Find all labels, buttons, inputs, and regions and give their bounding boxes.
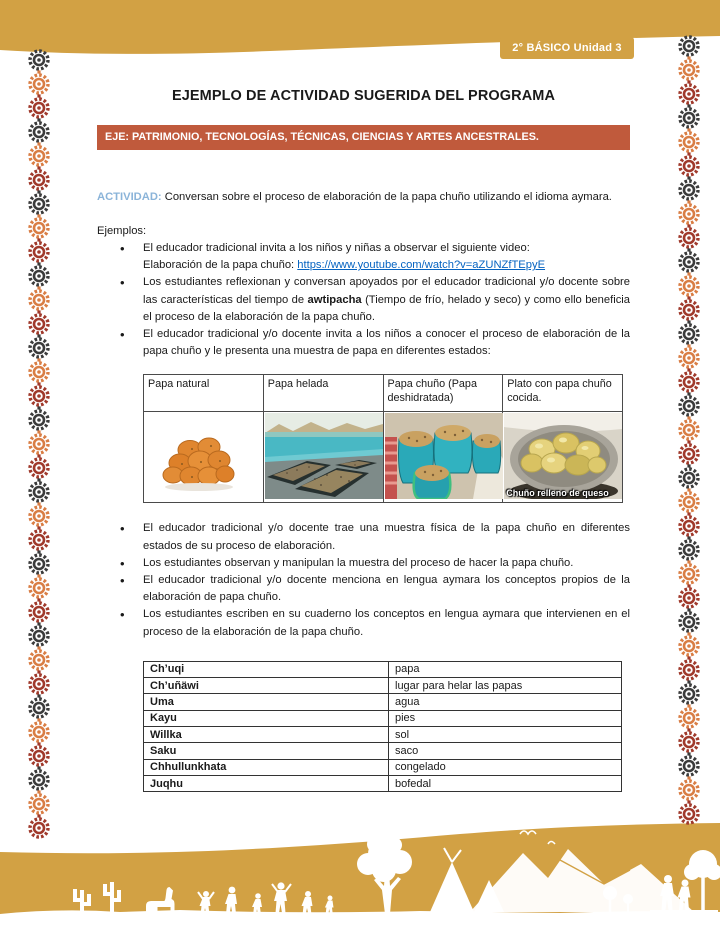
aymara-term: Saku [144, 743, 389, 759]
stage-column-header: Papa chuño (Papa deshidratada) [383, 375, 503, 412]
bullet-list-bottom [97, 520, 630, 640]
rosette-icon [680, 469, 698, 492]
activity-text: Conversan sobre el proceso de elaboración de la papa chuño utilizando el idioma aymara. [161, 191, 612, 203]
rosette-icon [30, 747, 48, 770]
rosette-icon [30, 291, 48, 314]
aymara-term: Willka [144, 727, 389, 743]
vocab-row [144, 694, 622, 710]
rosette-icon [30, 555, 48, 578]
rosette-icon [30, 771, 48, 794]
spanish-meaning: pies [389, 710, 622, 726]
stage-column-header: Plato con papa chuño cocida. [503, 375, 623, 412]
rosette-icon [680, 157, 698, 180]
rosette-icon [680, 781, 698, 804]
rosette-icon [30, 435, 48, 458]
rosette-icon [30, 99, 48, 122]
rosette-icon [30, 795, 48, 818]
rosette-icon [680, 757, 698, 780]
rosette-icon [30, 195, 48, 218]
rosette-icon [30, 627, 48, 650]
rosette-icon [680, 181, 698, 204]
rosette-icon [30, 219, 48, 242]
rosette-icon [680, 205, 698, 228]
rosette-icon [30, 387, 48, 410]
vocab-row [144, 775, 622, 791]
rosette-icon [30, 267, 48, 290]
vocab-row [144, 710, 622, 726]
photo-plato-papa-chuno [503, 412, 623, 503]
rosette-icon [680, 397, 698, 420]
aymara-term: Kayu [144, 710, 389, 726]
bullet-item: • Los estudiantes escriben en su cuaderno los conceptos en lengua aymara que intervienen en el proceso de la elaboración de la papa chuño. [97, 606, 630, 640]
spanish-meaning: congelado [389, 759, 622, 775]
rosette-icon [680, 325, 698, 348]
vocab-row [144, 743, 622, 759]
rosette-icon [680, 589, 698, 612]
rosette-icon [30, 243, 48, 266]
stage-column-header: Papa helada [263, 375, 383, 412]
vocab-row [144, 678, 622, 694]
rosette-icon [680, 373, 698, 396]
youtube-link[interactable]: https://www.youtube.com/watch?v=aZUNZfTEpyE [297, 259, 546, 272]
photo-papa-helada [263, 412, 383, 503]
activity-label: ACTIVIDAD: [97, 191, 162, 203]
rosette-icon [680, 133, 698, 156]
potato-stages-header-row [144, 375, 623, 412]
vocab-row [144, 759, 622, 775]
aymara-term: Uma [144, 694, 389, 710]
rosette-icon [680, 277, 698, 300]
page-title: EJEMPLO DE ACTIVIDAD SUGERIDA DEL PROGRAMA [171, 88, 556, 104]
rosette-icon [680, 253, 698, 276]
aymara-term: Juqhu [144, 775, 389, 791]
aymara-vocabulary-rows [144, 661, 622, 791]
rosette-icon [30, 507, 48, 530]
rosette-icon [30, 603, 48, 626]
papa-chuno-image [385, 413, 503, 499]
rosette-icon [30, 531, 48, 554]
rosette-icon [30, 75, 48, 98]
rosette-icon [680, 541, 698, 564]
rosette-icon [680, 709, 698, 732]
aymara-term: Chhullunkhata [144, 759, 389, 775]
rosette-icon [30, 123, 48, 146]
rosette-icon [680, 349, 698, 372]
papa-helada-image [265, 413, 383, 499]
spanish-meaning: papa [389, 661, 622, 677]
bullet-item: • El educador tradicional y/o docente invita a los niños a conocer el proceso de elaboración de la papa chuño y le presenta una muestra de papa en diferentes estados: [97, 326, 630, 360]
rosette-icon [680, 109, 698, 132]
bullet-item: • Los estudiantes reflexionan y conversan apoyados por el educador tradicional y/o docente sobre las características del tiempo de awtipacha (Tiempo de frío, helado y seco) y como ello beneficia el proceso de la elaboración de la papa chuño. [97, 274, 630, 326]
spanish-meaning: agua [389, 694, 622, 710]
aymara-term: Ch’uñäwi [144, 678, 389, 694]
eje-banner: EJE: PATRIMONIO, TECNOLOGÍAS, TÉCNICAS, CIENCIAS Y ARTES ANCESTRALES. [97, 125, 630, 150]
examples-label: Ejemplos: [97, 225, 147, 237]
rosette-icon [30, 459, 48, 482]
bullet-item: • El educador tradicional y/o docente trae una muestra física de la papa chuño en diferentes estados de su proceso de elaboración. [97, 520, 630, 554]
rosette-icon [30, 411, 48, 434]
potato-stages-table [143, 374, 623, 503]
rosette-icon [30, 699, 48, 722]
rosette-icon [30, 723, 48, 746]
rosette-icon [30, 363, 48, 386]
rosette-icon [680, 637, 698, 660]
rosette-icon [30, 171, 48, 194]
footer-landscape-art [0, 820, 720, 932]
stage-column-header: Papa natural [144, 375, 264, 412]
rosette-icon [680, 61, 698, 84]
activity-paragraph [97, 189, 630, 206]
rosette-icon [680, 517, 698, 540]
bullet-item: • El educador tradicional invita a los niños y niñas a observar el siguiente video: Elaboración de la papa chuño: https://www.youtube.com/watch?v=aZUNZfTEpyE [97, 240, 630, 274]
spanish-meaning: lugar para helar las papas [389, 678, 622, 694]
photo-papa-chuno-sacos [383, 412, 503, 503]
rosette-icon [680, 229, 698, 252]
unit-badge: 2° BÁSICO Unidad 3 [500, 37, 634, 59]
document-body [97, 0, 630, 792]
rosette-icon [30, 339, 48, 362]
spanish-meaning: saco [389, 743, 622, 759]
rosette-icon [680, 685, 698, 708]
rosette-icon [680, 301, 698, 324]
aymara-vocabulary-table [143, 661, 622, 792]
rosette-icon [680, 445, 698, 468]
rosette-icon [30, 147, 48, 170]
rosette-icon [30, 315, 48, 338]
vocab-row [144, 727, 622, 743]
bullet-list-top [97, 240, 630, 360]
photo-papa-natural [144, 412, 264, 503]
papa-natural-image [145, 413, 263, 499]
spanish-meaning: bofedal [389, 775, 622, 791]
rosette-icon [30, 651, 48, 674]
rosette-icon [680, 565, 698, 588]
aymara-term: Ch’uqi [144, 661, 389, 677]
plato-papa-chuno-image [504, 413, 622, 499]
rosette-icon [680, 85, 698, 108]
potato-stages-photo-row [144, 412, 623, 503]
rosette-icon [680, 493, 698, 516]
bullet-item: • El educador tradicional y/o docente menciona en lengua aymara los conceptos propios de la elaboración de papa chuño. [97, 572, 630, 606]
rosette-icon [30, 675, 48, 698]
rosette-icon [680, 613, 698, 636]
photo-caption-overlay: Chuño relleno de queso [506, 488, 609, 499]
rosette-icon [30, 483, 48, 506]
rosette-icon [680, 733, 698, 756]
rosette-icon [680, 421, 698, 444]
spanish-meaning: sol [389, 727, 622, 743]
vocab-row [144, 661, 622, 677]
rosette-icon [30, 579, 48, 602]
bullet-item: • Los estudiantes observan y manipulan la muestra del proceso de hacer la papa chuño. [97, 555, 630, 572]
rosette-icon [680, 661, 698, 684]
